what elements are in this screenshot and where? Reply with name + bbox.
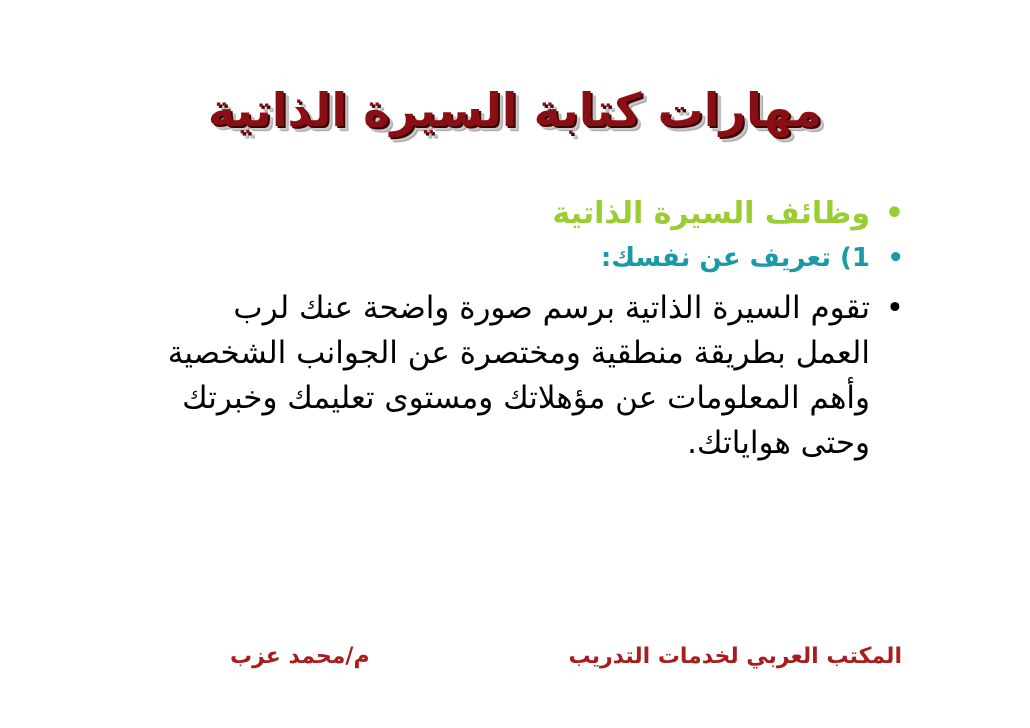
- bullet-dot-icon: •: [884, 196, 904, 231]
- slide-title: مهارات كتابة السيرة الذاتية: [207, 83, 823, 137]
- bullet-paragraph: [150, 286, 910, 466]
- footer-organization: المكتب العربي لخدمات التدريب: [568, 644, 902, 669]
- bullet-heading: [150, 192, 910, 236]
- paragraph-text: تقوم السيرة الذاتية برسم صورة واضحة عنك لرب العمل بطريقة منطقية ومختصرة عن الجوانب الشخصية وأهم المعلومات عن مؤهلاتك ومستوى تعليمك وخبرتك وحتى هواياتك.: [167, 290, 870, 461]
- subheading-text: 1) تعريف عن نفسك:: [600, 243, 870, 273]
- bullet-subheading: [150, 238, 910, 278]
- heading-text: وظائف السيرة الذاتية: [552, 196, 870, 231]
- slide-body: [150, 192, 910, 466]
- bullet-dot-icon: •: [885, 290, 904, 326]
- footer-author: م/محمد عزب: [230, 644, 370, 669]
- bullet-dot-icon: •: [887, 243, 904, 273]
